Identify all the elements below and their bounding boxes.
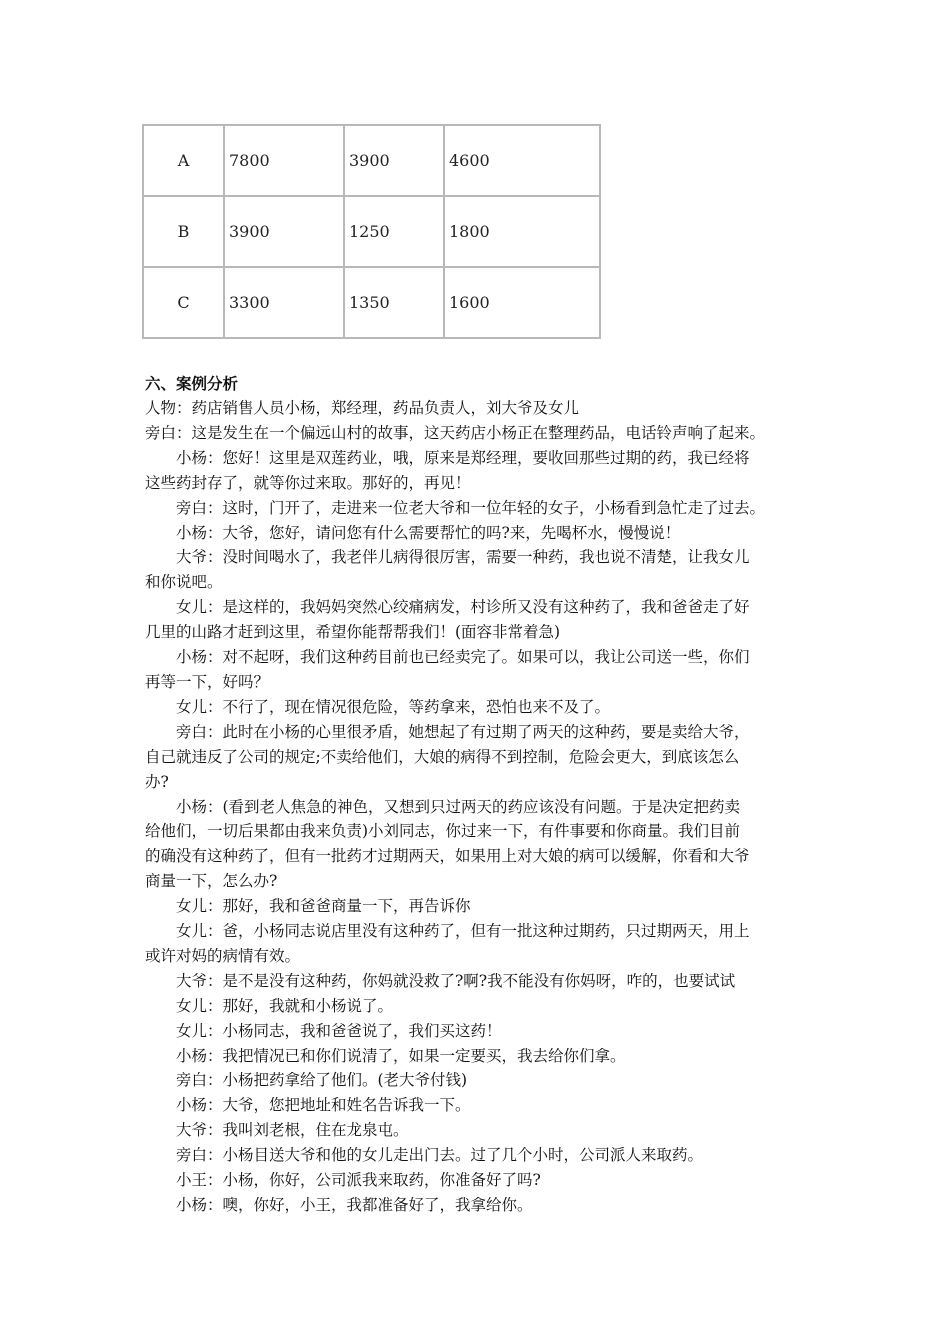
dialogue-paragraph [145,496,810,521]
dialogue-paragraph [145,446,810,496]
dialogue-paragraph [145,1193,810,1218]
dialogue-paragraph [145,894,810,919]
table-row-label: C [143,267,224,338]
dialogue-paragraph [145,919,810,969]
dialogue-paragraph [145,969,810,994]
paragraph-line: 这些药封存了，就等你过来取。那好的，再见！ [145,473,471,492]
paragraph-line: 大爷：没时间喝水了，我老伴儿病得很厉害，需要一种药，我也说不清楚，让我女儿 [176,548,750,567]
paragraph-line: 小杨：对不起呀，我们这种药目前也已经卖完了。如果可以，我让公司送一些，你们 [176,648,750,667]
dialogue-paragraph [145,521,810,546]
dialogue-paragraph [145,1093,810,1118]
dialogue-paragraph [145,1044,810,1069]
paragraph-line: 小杨：大爷，您好，请问您有什么需要帮忙的吗?来，先喝杯水，慢慢说！ [176,523,681,542]
table-cell: 1250 [344,196,444,267]
section-heading: 六、案例分析 [145,374,239,393]
dialogue-paragraphs [145,396,810,1218]
dialogue-paragraph [145,720,810,795]
table-cell: 1800 [444,196,600,267]
dialogue-paragraph [145,795,810,895]
paragraph-line: 或许对妈的病情有效。 [145,946,301,965]
paragraph-line: 女儿：爸，小杨同志说店里没有这种药了，但有一批这种过期药，只过期两天，用上 [176,922,750,941]
paragraph-line: 自己就违反了公司的规定;不卖给他们，大娘的病得不到控制，危险会更大，到底该怎么 [145,747,740,766]
dialogue-paragraph [145,595,810,645]
paragraph-line: 大爷：我叫刘老根，住在龙泉屯。 [176,1121,409,1140]
table-row [143,267,600,338]
table-row [143,196,600,267]
dialogue-paragraph [145,1068,810,1093]
dialogue-paragraph [145,396,810,421]
dialogue-paragraph [145,645,810,695]
paragraph-line: 再等一下，好吗？ [145,672,270,691]
table-cell: 7800 [224,125,344,196]
paragraph-line: 旁白：此时在小杨的心里很矛盾，她想起了有过期了两天的这种药，要是卖给大爷， [176,722,750,741]
dialogue-paragraph [145,545,810,595]
paragraph-line: 大爷：是不是没有这种药，你妈就没救了?啊?我不能没有你妈呀，咋的，也要试试 [176,971,736,990]
dialogue-paragraph [145,994,810,1019]
table-cell: 3300 [224,267,344,338]
data-table [142,124,601,339]
paragraph-line: 人物：药店销售人员小杨，郑经理，药品负责人，刘大爷及女儿 [145,399,580,417]
table-row-label: B [143,196,224,267]
paragraph-line: 和你说吧。 [145,573,223,592]
paragraph-line: 小杨：(看到老人焦急的神色，又想到只过两天的药应该没有问题。于是决定把药卖 [176,797,741,816]
paragraph-line: 几里的山路才赶到这里，希望你能帮帮我们！(面容非常着急) [145,623,561,642]
table-body [143,125,600,338]
paragraph-line: 小杨：我把情况已和你们说清了，如果一定要买，我去给你们拿。 [176,1046,626,1065]
dialogue-paragraph [145,1168,810,1193]
paragraph-line: 女儿：那好，我就和小杨说了。 [176,996,394,1015]
dialogue-paragraph [145,1019,810,1044]
table-cell: 3900 [224,196,344,267]
dialogue-paragraph [145,1118,810,1143]
paragraph-line: 女儿：小杨同志，我和爸爸说了，我们买这药！ [176,1021,502,1040]
table-cell: 1350 [344,267,444,338]
paragraph-line: 办? [145,772,169,791]
table-cell: 4600 [444,125,600,196]
paragraph-line: 旁白：小杨目送大爷和他的女儿走出门去。过了几个小时，公司派人来取药。 [176,1146,704,1165]
paragraph-line: 给他们，一切后果都由我来负责)小刘同志，你过来一下，有件事要和你商量。我们目前 [145,822,741,841]
paragraph-line: 女儿：是这样的，我妈妈突然心绞痛病发，村诊所又没有这种药了，我和爸爸走了好 [176,598,750,617]
paragraph-line: 的确没有这种药了，但有一批药才过期两天，如果用上对大娘的病可以缓解，你看和大爷 [145,847,750,866]
paragraph-line: 小王：小杨，你好，公司派我来取药，你准备好了吗? [176,1171,541,1190]
paragraph-line: 旁白：这时，门开了，走进来一位老大爷和一位年轻的女子，小杨看到急忙走了过去。 [176,498,766,517]
paragraph-line: 小杨：您好！这里是双莲药业，哦，原来是郑经理，要收回那些过期的药，我已经将 [176,448,750,467]
dialogue-paragraph [145,421,810,446]
paragraph-line: 商量一下，怎么办? [145,872,278,891]
paragraph-line: 女儿：那好，我和爸爸商量一下，再告诉你 [176,897,471,916]
table-row-label: A [143,125,224,196]
paragraph-line: 小杨：大爷，您把地址和姓名告诉我一下。 [176,1096,471,1115]
table-row [143,125,600,196]
case-analysis-section [145,372,810,1218]
paragraph-line: 旁白：小杨把药拿给了他们。(老大爷付钱) [176,1071,468,1090]
dialogue-paragraph [145,695,810,720]
paragraph-line: 女儿：不行了，现在情况很危险，等药拿来，恐怕也来不及了。 [176,697,611,716]
paragraph-line: 小杨：噢，你好，小王，我都准备好了，我拿给你。 [176,1196,533,1214]
table-cell: 1600 [444,267,600,338]
paragraph-line: 旁白：这是发生在一个偏远山村的故事，这天药店小杨正在整理药品，电话铃声响了起来。 [145,423,766,442]
table-cell: 3900 [344,125,444,196]
dialogue-paragraph [145,1143,810,1168]
